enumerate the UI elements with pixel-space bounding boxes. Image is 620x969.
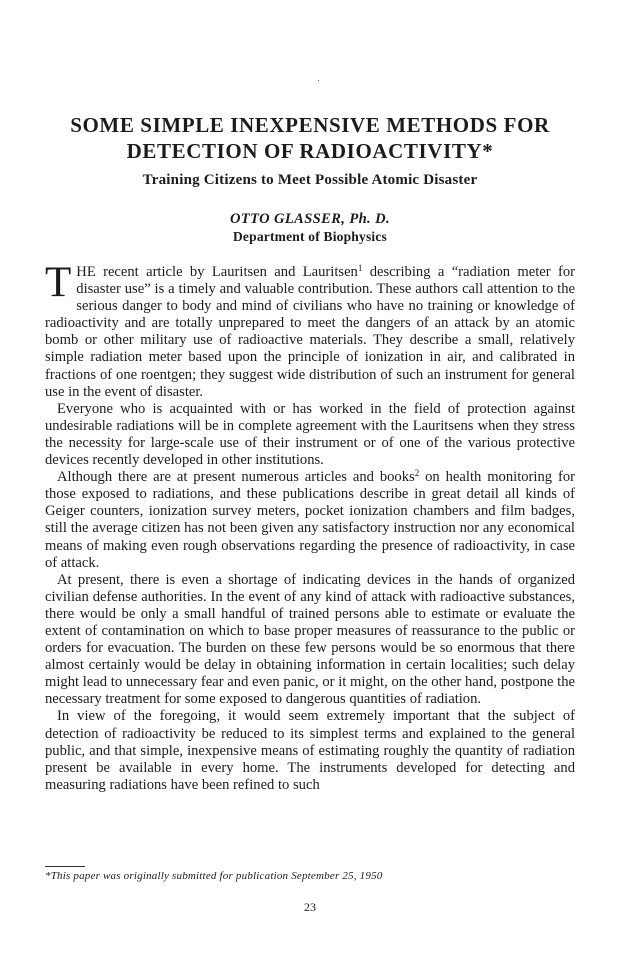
paragraph-3-text-b: on health monitoring for those exposed to radiations, and these publications describe in great detail all kinds of Geiger counters, ionization survey meters, pocket ionization chambers and film badges, still the average citizen has not been given any satisfactory instruction nor any economical means of making even rough observations regarding the presence of radioactivity, in case of attack. <box>45 469 575 571</box>
paragraph-1-text-a: HE recent article by Lauritsen and Lauritsen <box>76 264 358 280</box>
paragraph-4: At present, there is even a shortage of indicating devices in the hands of organized civilian defense authorities. In the event of any kind of attack with radioactive substances, there would be only a small handful of trained persons able to estimate or evaluate the extent of contamination on which to base proper measures of reassurance to the public or orders for evacuation. The burden on these few persons would be so enormous that there almost certainly would be delay in obtaining information in certain localities; such delay might lead to unnecessary fear and even panic, or it might, on the other hand, postpone the necessary treatment for some exposed to dangerous quantities of radiation. <box>45 571 575 708</box>
paragraph-5: In view of the foregoing, it would seem extremely important that the subject of detection of radioactivity be reduced to its simplest terms and explained to the general public, and that simple, inexpensive means of estimating roughly the quantity of radiation present be available in every home. The instruments developed for detecting and measuring radiations have been refined to such <box>45 708 575 793</box>
print-speck <box>318 80 319 81</box>
author-department: Department of Biophysics <box>232 229 388 244</box>
title-line-1: SOME SIMPLE INEXPENSIVE METHODS FOR <box>70 113 550 137</box>
paragraph-3-text-a: Although there are at present numerous articles and books <box>57 469 415 486</box>
paragraph-3 <box>45 469 575 572</box>
paragraph-1 <box>45 259 575 401</box>
paragraph-2: Everyone who is acquainted with or has worked in the field of protection against undesirable radiations will be in complete agreement with the Lauritsens when they stress the necessity for large-scale use of their instrument or of one of the various protective devices recently developed in other institutions. <box>45 400 575 469</box>
footnote-rule <box>45 866 85 867</box>
subtitle: Training Citizens to Meet Possible Atomic Disaster <box>142 172 478 188</box>
reference-1: 1 <box>357 263 363 273</box>
article-body <box>45 259 575 794</box>
drop-cap: T <box>45 259 72 306</box>
title-line-2: DETECTION OF RADIOACTIVITY* <box>126 139 494 163</box>
footnote: *This paper was originally submitted for publication September 25, 1950 <box>45 870 383 882</box>
page-number: 23 <box>304 900 316 914</box>
reference-2: 2 <box>414 468 420 479</box>
author-name: OTTO GLASSER, Ph. D. <box>229 211 390 227</box>
paragraph-1-text-b: describing a “radiation meter for disaster use” is a timely and valuable contribution. These authors call attention to the serious danger to body and mind of civilians who have no training or knowledge of radioactivity and are totally unprepared to meet the dangers of an attack by an atomic bomb or other military use of radioactive materials. They describe a small, relatively simple radiation meter based upon the principle of ionization in air, and calibrated in fractions of one roentgen; they suggest wide distribution of such an instrument for general use in the event of disaster. <box>45 264 575 400</box>
